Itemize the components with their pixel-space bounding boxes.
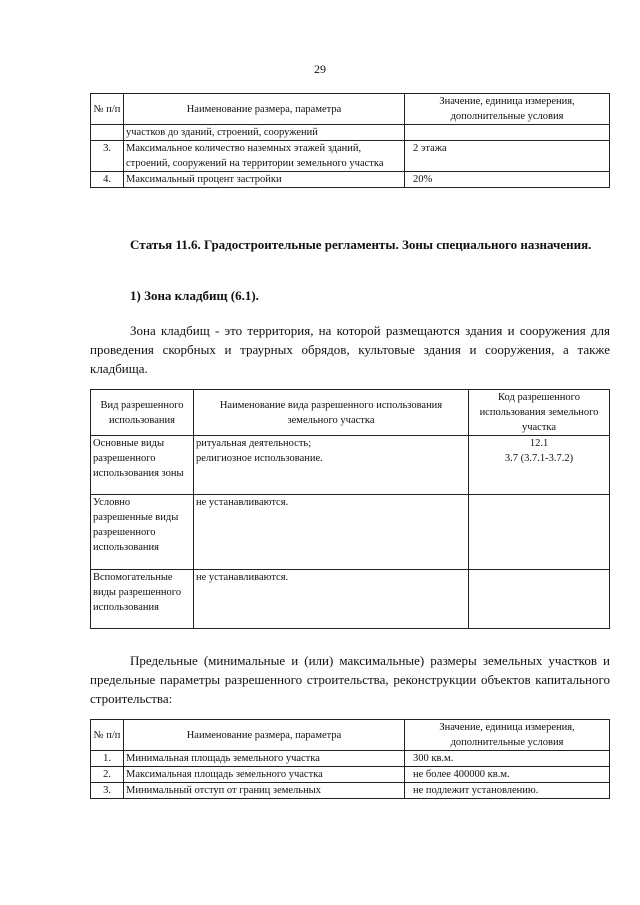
parameters-table-bottom [90,719,610,799]
table-row [91,125,610,141]
header-code: Код разрешенного использования земельного участка [469,390,610,436]
row-name [194,436,469,495]
limits-paragraph: Предельные (минимальные и (или) максимальные) размеры земельных участков и предельные параметры разрешенного строительства, реконструкции объектов капитального строительства: [90,653,610,706]
row-num: 1. [91,751,124,767]
row-value: не подлежит установлению. [405,783,610,799]
row-name: не устанавливаются. [194,495,469,570]
header-value: Значение, единица измерения, дополнительные условия [405,720,610,751]
row-name: участков до зданий, строений, сооружений [124,125,405,141]
table-header-row [91,720,610,751]
header-num: № п/п [91,720,124,751]
row-name: Минимальная площадь земельного участка [124,751,405,767]
row-num: 2. [91,767,124,783]
table-row [91,783,610,799]
row-name: Максимальная площадь земельного участка [124,767,405,783]
row-name-line: ритуальная деятельность; [196,438,312,449]
row-name: Максимальный процент застройки [124,172,405,188]
header-type: Вид разрешенного использования [91,390,194,436]
table-row [91,767,610,783]
page-number: 29 [314,62,326,76]
row-type: Вспомогательные виды разрешенного использования [91,570,194,629]
row-code-line: 3.7 (3.7.1-3.7.2) [504,453,574,464]
row-num [91,125,124,141]
row-name-line: религиозное использование. [196,453,323,464]
table-row [91,141,610,172]
parameters-table-top [90,93,610,188]
row-code-line: 12.1 [529,438,549,449]
row-name: Максимальное количество наземных этажей зданий, строений, сооружений на территории земельного участка [124,141,405,172]
row-code [469,495,610,570]
table-header-row [91,390,610,436]
row-value: 2 этажа [405,141,610,172]
row-code [469,436,610,495]
header-name: Наименование размера, параметра [124,720,405,751]
row-type: Основные виды разрешенного использования зоны [91,436,194,495]
table-row [91,495,610,570]
table-header-row [91,94,610,125]
permitted-use-table [90,389,610,629]
header-num: № п/п [91,94,124,125]
table-row [91,751,610,767]
table-row [91,436,610,495]
header-name: Наименование размера, параметра [124,94,405,125]
row-num: 4. [91,172,124,188]
row-name: Минимальный отступ от границ земельных [124,783,405,799]
row-num: 3. [91,783,124,799]
header-name: Наименование вида разрешенного использования земельного участка [194,390,469,436]
header-value: Значение, единица измерения, дополнительные условия [405,94,610,125]
row-value [405,125,610,141]
row-value: не более 400000 кв.м. [405,767,610,783]
row-name: не устанавливаются. [194,570,469,629]
article-heading: Статья 11.6. Градостроительные регламенты. Зоны специального назначения. [130,237,592,252]
row-value: 300 кв.м. [405,751,610,767]
row-type: Условно разрешенные виды разрешенного использования [91,495,194,570]
table-row [91,570,610,629]
table-row [91,172,610,188]
row-code [469,570,610,629]
zone-paragraph: Зона кладбищ - это территория, на которой размещаются здания и сооружения для проведения скорбных и траурных обрядов, культовые здания и сооружения, а также кладбища. [90,323,610,376]
zone-heading: 1) Зона кладбищ (6.1). [130,288,259,303]
row-value: 20% [405,172,610,188]
row-num: 3. [91,141,124,172]
